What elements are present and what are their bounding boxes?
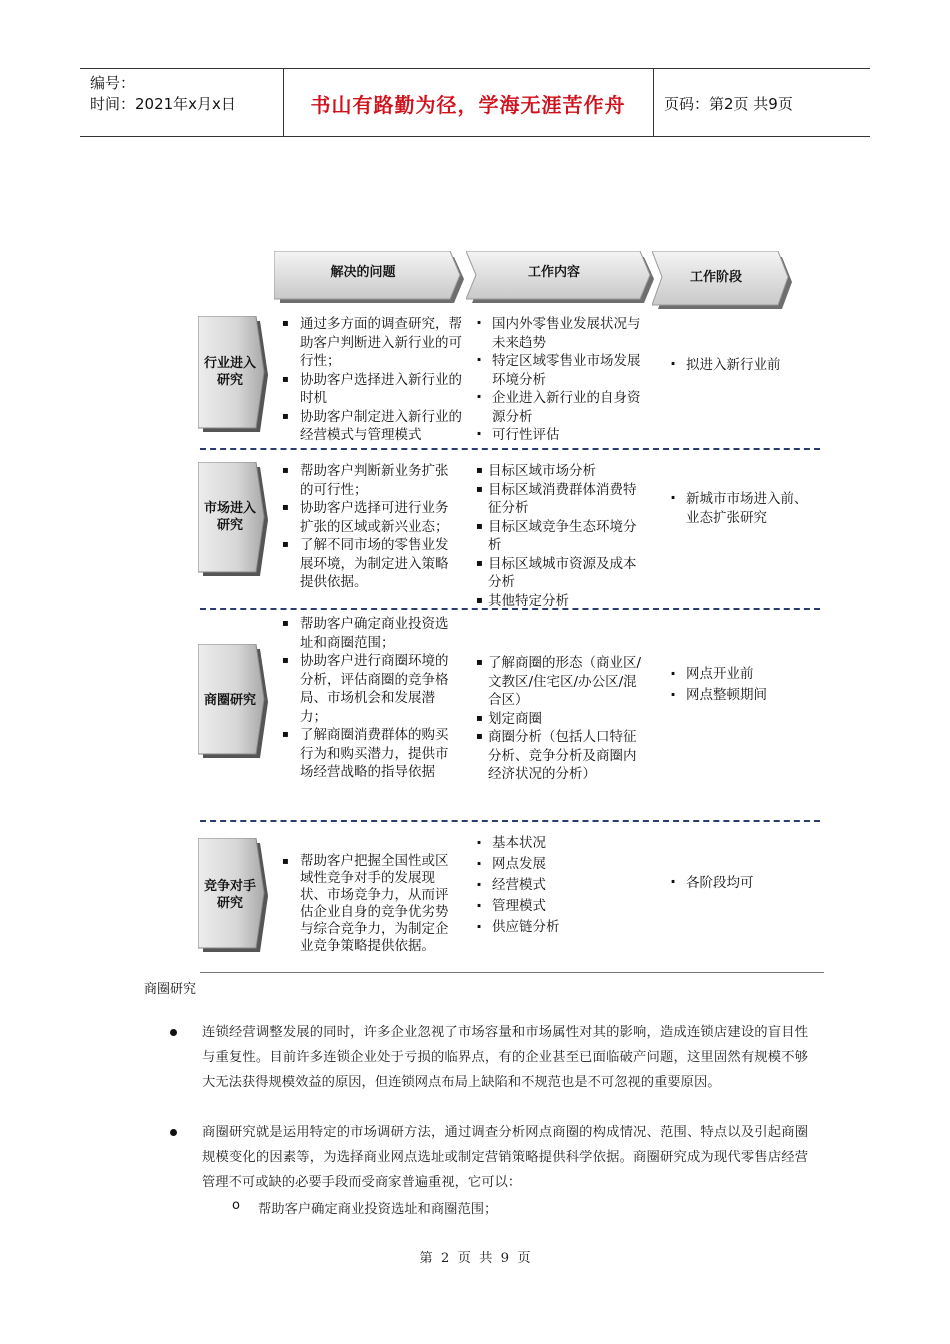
header-divider [653, 69, 654, 136]
page-footer: 第 2 页 共 9 页 [419, 1251, 531, 1266]
serial-label: 编号： [90, 74, 136, 92]
row-label-text [198, 878, 262, 912]
body-paragraph: 商圈研究就是运用特定的市场调研方法，通过调查分析网点商圈的构成情况、范围、特点以及引起商圈规模变化的因素等，为选择商业网点选址或制定营销策略提供科学依据。商圈研究成为现代零售店经营管理不可或缺的必要手段而受商家普遍重视，它可以： [202, 1125, 808, 1190]
column-header-stages [652, 251, 794, 311]
problem-item: ▪ 协助客户进行商圈环境的分析，评估商圈的竞争格局、市场机会和发展潜力； [280, 652, 452, 726]
row-label-market-entry [198, 462, 270, 578]
stage-list [668, 490, 808, 527]
header-page-number: 页码：第2页 共9页 [664, 95, 793, 113]
content-list [476, 462, 642, 610]
content-item: ▪ 划定商圈 [476, 710, 648, 729]
problem-item: ▪ 协助客户选择可进行业务扩张的区域或新兴业态； [280, 499, 452, 536]
content-list [472, 315, 648, 445]
problem-list [280, 315, 462, 445]
row-label-line: 研究 [216, 518, 243, 533]
header-meta [90, 73, 236, 115]
content-item: · 管理模式 [472, 896, 622, 917]
content-item: · 经营模式 [472, 875, 622, 896]
problem-list [280, 853, 452, 955]
problem-item: ▪ 协助客户制定进入新行业的经营模式与管理模式 [280, 408, 462, 445]
problem-item: ▪ 帮助客户把握全国性或区域性竞争对手的发展现状、市场竞争力，从而评估企业自身的竞争优劣势与综合竞争力，为制定企业竞争策略提供依据。 [280, 853, 452, 955]
content-item: · 企业进入新行业的自身资源分析 [472, 389, 648, 426]
row-label-line: 商圈研究 [203, 693, 256, 708]
row-label-text [198, 692, 262, 709]
stage-item: · 网点开业前 [668, 664, 808, 685]
content-item: · 特定区域零售业市场发展环境分析 [472, 352, 648, 389]
column-title: 解决的问题 [330, 265, 396, 280]
date-label: 时间：2021年x月x日 [90, 95, 236, 113]
row-label-line: 竞争对手 [203, 879, 256, 894]
content-item: ▪ 了解商圈的形态（商业区/文教区/住宅区/办公区/混合区） [476, 654, 648, 710]
stage-list [668, 664, 808, 706]
content-item: ▪ 目标区域消费群体消费特征分析 [476, 481, 642, 518]
content-item: · 供应链分析 [472, 917, 622, 938]
content-list [476, 654, 648, 784]
diagram-bottom-rule [200, 972, 824, 973]
row-label-text [198, 355, 262, 389]
header-motto: 书山有路勤为径，学海无涯苦作舟 [310, 93, 626, 117]
stage-list [668, 356, 808, 375]
column-title: 工作阶段 [689, 270, 742, 285]
problem-item: ▪ 了解商圈消费群体的购买行为和购买潜力，提供市场经营战略的指导依据 [280, 726, 452, 782]
stage-list [668, 874, 808, 893]
column-header-contents [466, 251, 656, 305]
sub-bullet-marker: o [232, 1198, 240, 1213]
content-item: ▪ 目标区域城市资源及成本分析 [476, 555, 642, 592]
problem-item: ▪ 帮助客户确定商业投资选址和商圈范围； [280, 615, 452, 652]
stage-item: · 拟进入新行业前 [668, 356, 808, 375]
bullet-dot [170, 1029, 177, 1036]
content-item: · 网点发展 [472, 854, 622, 875]
content-list [472, 833, 622, 938]
row-label-competitor [198, 838, 270, 954]
row-label-industry-entry [198, 316, 270, 434]
bullet-dot [170, 1129, 177, 1136]
row-label-line: 研究 [216, 373, 243, 388]
content-item: · 基本状况 [472, 833, 622, 854]
problem-list [280, 462, 452, 592]
stage-item: · 各阶段均可 [668, 874, 808, 893]
problem-item: ▪ 帮助客户判断新业务扩张的可行性； [280, 462, 452, 499]
section-title: 商圈研究 [144, 982, 197, 997]
content-item: · 可行性评估 [472, 426, 648, 445]
page-header [80, 68, 870, 137]
column-title: 工作内容 [527, 265, 580, 280]
problem-item: ▪ 协助客户选择进入新行业的时机 [280, 371, 462, 408]
content-item: ▪ 目标区域竞争生态环境分析 [476, 518, 642, 555]
column-header-problems [274, 251, 466, 305]
sub-bullet-text: 帮助客户确定商业投资选址和商圈范围； [258, 1202, 498, 1217]
problem-item: ▪ 了解不同市场的零售业发展环境，为制定进入策略提供依据。 [280, 536, 452, 592]
row-divider [200, 820, 820, 822]
row-divider [200, 448, 820, 450]
problem-list [280, 615, 452, 782]
problem-item: ▪ 通过多方面的调查研究，帮助客户判断进入新行业的可行性； [280, 315, 462, 371]
row-label-trade-area [198, 644, 270, 760]
row-label-line: 研究 [216, 896, 243, 911]
row-label-text [198, 500, 262, 534]
row-label-line: 市场进入 [203, 501, 256, 516]
row-label-line: 行业进入 [203, 356, 256, 371]
content-item: ▪ 商圈分析（包括人口特征分析、竞争分析及商圈内经济状况的分析） [476, 728, 648, 784]
content-item: · 国内外零售业发展状况与未来趋势 [472, 315, 648, 352]
content-item: ▪ 目标区域市场分析 [476, 462, 642, 481]
stage-item: · 新城市市场进入前、业态扩张研究 [668, 490, 808, 527]
stage-item: · 网点整顿期间 [668, 685, 808, 706]
content-item: ▪ 其他特定分析 [476, 592, 642, 611]
body-paragraph: 连锁经营调整发展的同时，许多企业忽视了市场容量和市场属性对其的影响，造成连锁店建设的盲目性与重复性。目前许多连锁企业处于亏损的临界点，有的企业甚至已面临破产问题，这里固然有规模不够大无法获得规模效益的原因，但连锁网点布局上缺陷和不规范也是不可忽视的重要原因。 [202, 1025, 808, 1090]
